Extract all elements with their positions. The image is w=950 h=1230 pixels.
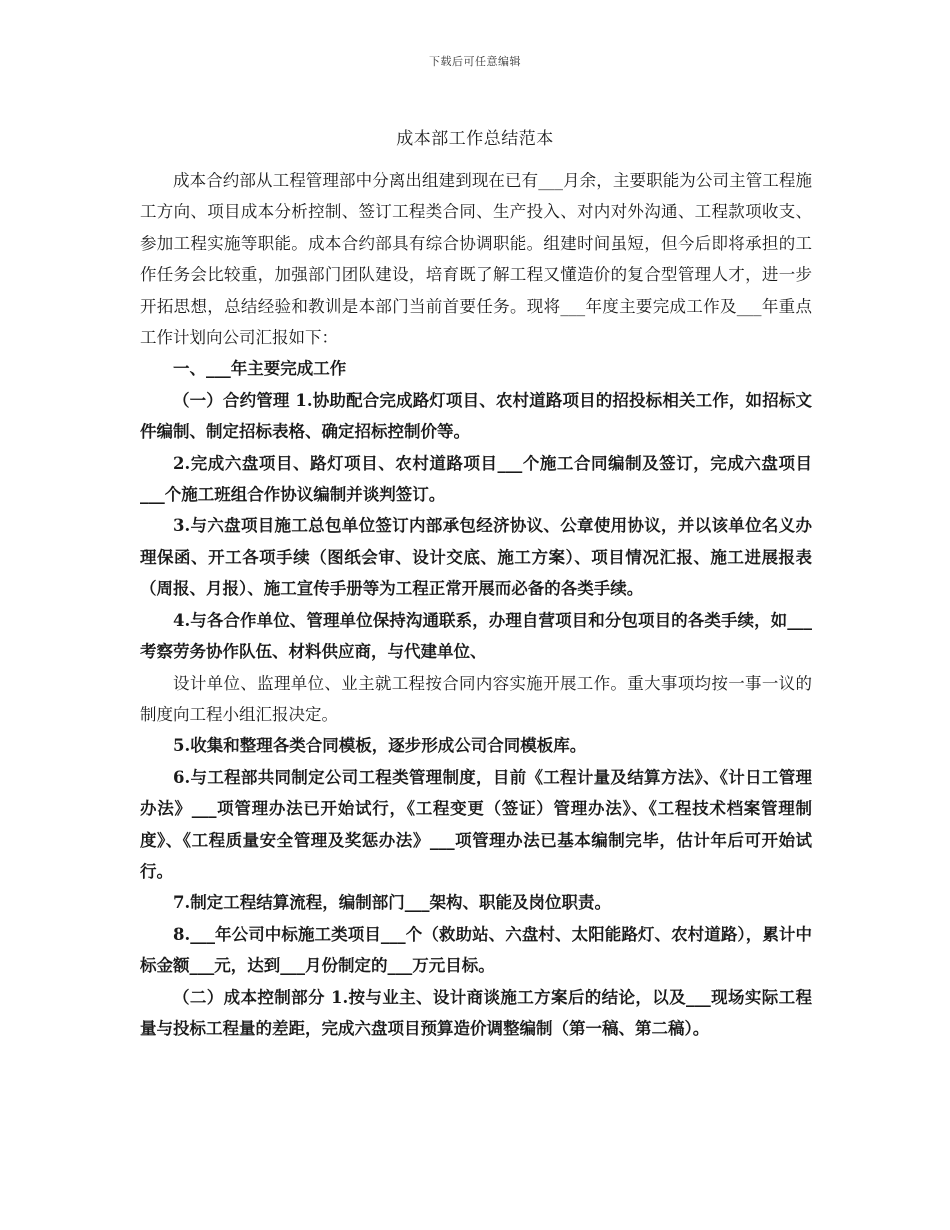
paragraph-contract-3: 3.与六盘项目施工总包单位签订内部承包经济协议、公章使用协议，并以该单位名义办理保函、开工各项手续（图纸会审、设计交底、施工方案）、项目情况汇报、施工进展报表（周报、月报）、施工宣传手册等为工程正常开展而必备的各类手续。 [140,516,812,599]
paragraph-intro: 成本合约部从工程管理部中分离出组建到现在已有___月余，主要职能为公司主管工程施工方向、项目成本分析控制、签订工程类合同、生产投入、对内对外沟通、工程款项收支、参加工程实施等职能。成本合约部具有综合协调职能。组建时间虽短，但今后即将承担的工作任务会比较重，加强部门团队建设，培育既了解工程又懂造价的复合型管理人才，进一步开拓思想，总结经验和教训是本部门当前首要任务。现将___年度主要完成工作及___年重点工作计划向公司汇报如下： [140,171,813,348]
paragraph-cost-control-1: （二）成本控制部分 1.按与业主、设计商谈施工方案后的结论，以及___现场实际工程量与投标工程量的差距，完成六盘项目预算造价调整编制（第一稿、第二稿）。 [140,987,812,1038]
section-heading-1: 一、___年主要完成工作 [173,359,347,379]
document-body [140,165,812,1044]
header-note: 下载后可任意编辑 [429,55,521,68]
paragraph-contract-5: 5.收集和整理各类合同模板，逐步形成公司合同模板库。 [173,736,587,756]
paragraph-contract-1: （一）合约管理 1.协助配合完成路灯项目、农村道路项目的招投标相关工作，如招标文件编制、制定招标表格、确定招标控制价等。 [140,390,812,442]
paragraph-contract-8: 8.___年公司中标施工类项目___个（救助站、六盘村、太阳能路灯、农村道路），累计中标金额___元，达到___月份制定的___万元目标。 [140,924,812,976]
paragraph-contract-4: 4.与各合作单位、管理单位保持沟通联系，办理自营项目和分包项目的各类手续，如___考察劳务协作队伍、材料供应商，与代建单位、 [140,610,812,662]
paragraph-contract-6: 6.与工程部共同制定公司工程类管理制度，目前《工程计量及结算方法》、《计日工管理办法》___项管理办法已开始试行，《工程变更（签证）管理办法》、《工程技术档案管理制度》、《工程质量安全管理及奖惩办法》___项管理办法已基本编制完毕，估计年后可开始试行。 [140,767,812,881]
paragraph-contract-7: 7.制定工程结算流程，编制部门___架构、职能及岗位职责。 [173,893,611,913]
document-title: 成本部工作总结范本 [396,129,554,149]
paragraph-contract-4-cont: 设计单位、监理单位、业主就工程按合同内容实施开展工作。重大事项均按一事一议的制度向工程小组汇报决定。 [140,673,812,724]
paragraph-contract-2: 2.完成六盘项目、路灯项目、农村道路项目___个施工合同编制及签订，完成六盘项目___个施工班组合作协议编制并谈判签订。 [140,453,812,505]
